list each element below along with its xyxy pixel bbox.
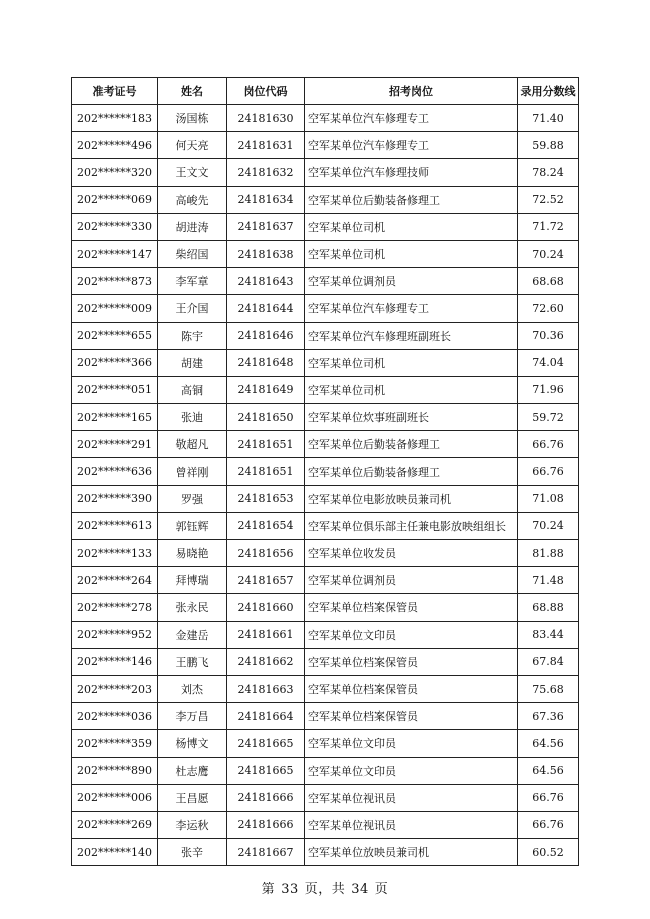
table-row xyxy=(72,757,579,784)
cell-position: 空军某单位文印员 xyxy=(305,621,518,648)
table-row xyxy=(72,703,579,730)
table-body xyxy=(72,105,579,866)
cell-position-code: 24181630 xyxy=(227,105,305,132)
table-row xyxy=(72,186,579,213)
cell-name: 杨博文 xyxy=(158,730,227,757)
cell-score: 78.24 xyxy=(518,159,579,186)
cell-score: 71.48 xyxy=(518,567,579,594)
cell-exam-id: 202******359 xyxy=(72,730,158,757)
cell-score: 64.56 xyxy=(518,757,579,784)
cell-score: 66.76 xyxy=(518,811,579,838)
cell-score: 70.24 xyxy=(518,512,579,539)
cell-position: 空军某单位俱乐部主任兼电影放映组组长 xyxy=(305,512,518,539)
cell-exam-id: 202******146 xyxy=(72,648,158,675)
cell-position: 空军某单位文印员 xyxy=(305,757,518,784)
cell-exam-id: 202******496 xyxy=(72,132,158,159)
cell-score: 67.84 xyxy=(518,648,579,675)
cell-score: 72.52 xyxy=(518,186,579,213)
cell-position-code: 24181661 xyxy=(227,621,305,648)
cell-exam-id: 202******069 xyxy=(72,186,158,213)
table-row xyxy=(72,675,579,702)
cell-score: 83.44 xyxy=(518,621,579,648)
table-row xyxy=(72,376,579,403)
cell-exam-id: 202******140 xyxy=(72,839,158,866)
cell-exam-id: 202******147 xyxy=(72,240,158,267)
cell-exam-id: 202******183 xyxy=(72,105,158,132)
cell-score: 71.40 xyxy=(518,105,579,132)
cell-position-code: 24181637 xyxy=(227,213,305,240)
cell-score: 81.88 xyxy=(518,540,579,567)
cell-position: 空军某单位档案保管员 xyxy=(305,703,518,730)
cell-position: 空军某单位汽车修理班副班长 xyxy=(305,322,518,349)
cell-name: 拜博瑞 xyxy=(158,567,227,594)
cell-position: 空军某单位放映员兼司机 xyxy=(305,839,518,866)
cell-position-code: 24181656 xyxy=(227,540,305,567)
cell-exam-id: 202******264 xyxy=(72,567,158,594)
cell-position: 空军某单位炊事班副班长 xyxy=(305,404,518,431)
table-row xyxy=(72,567,579,594)
table-row xyxy=(72,621,579,648)
table-row xyxy=(72,458,579,485)
cell-position: 空军某单位电影放映员兼司机 xyxy=(305,485,518,512)
cell-score: 59.88 xyxy=(518,132,579,159)
cell-score: 72.60 xyxy=(518,295,579,322)
cell-position: 空军某单位后勤装备修理工 xyxy=(305,431,518,458)
table-row xyxy=(72,811,579,838)
cell-position-code: 24181664 xyxy=(227,703,305,730)
cell-position-code: 24181644 xyxy=(227,295,305,322)
cell-exam-id: 202******636 xyxy=(72,458,158,485)
cell-position-code: 24181631 xyxy=(227,132,305,159)
cell-position: 空军某单位视讯员 xyxy=(305,784,518,811)
cell-name: 郭钰辉 xyxy=(158,512,227,539)
cell-score: 71.08 xyxy=(518,485,579,512)
cell-score: 71.72 xyxy=(518,213,579,240)
table-row xyxy=(72,322,579,349)
cell-name: 敬超凡 xyxy=(158,431,227,458)
cell-position-code: 24181648 xyxy=(227,349,305,376)
cell-position: 空军某单位收发员 xyxy=(305,540,518,567)
footer-total-pages: 34 xyxy=(351,882,369,897)
cell-position: 空军某单位汽车修理技师 xyxy=(305,159,518,186)
cell-position-code: 24181632 xyxy=(227,159,305,186)
table-row xyxy=(72,730,579,757)
cell-exam-id: 202******006 xyxy=(72,784,158,811)
cell-score: 67.36 xyxy=(518,703,579,730)
cell-name: 张迪 xyxy=(158,404,227,431)
table-row xyxy=(72,295,579,322)
cell-score: 74.04 xyxy=(518,349,579,376)
cell-score: 60.52 xyxy=(518,839,579,866)
cell-name: 金建岳 xyxy=(158,621,227,648)
header-position: 招考岗位 xyxy=(305,78,518,105)
table-row xyxy=(72,540,579,567)
cell-exam-id: 202******269 xyxy=(72,811,158,838)
cell-position-code: 24181646 xyxy=(227,322,305,349)
cell-position-code: 24181650 xyxy=(227,404,305,431)
cell-name: 王鹏飞 xyxy=(158,648,227,675)
footer-prefix: 第 xyxy=(261,882,276,897)
cell-position: 空军某单位后勤装备修理工 xyxy=(305,458,518,485)
cell-exam-id: 202******890 xyxy=(72,757,158,784)
cell-name: 胡建 xyxy=(158,349,227,376)
cell-name: 李军章 xyxy=(158,268,227,295)
cell-name: 陈宇 xyxy=(158,322,227,349)
cell-position: 空军某单位调剂员 xyxy=(305,567,518,594)
cell-position: 空军某单位司机 xyxy=(305,376,518,403)
cell-exam-id: 202******036 xyxy=(72,703,158,730)
cell-position-code: 24181654 xyxy=(227,512,305,539)
cell-score: 68.88 xyxy=(518,594,579,621)
cell-name: 易晓艳 xyxy=(158,540,227,567)
cell-position-code: 24181665 xyxy=(227,730,305,757)
cell-name: 曾祥刚 xyxy=(158,458,227,485)
header-exam-id: 准考证号 xyxy=(72,78,158,105)
table-row xyxy=(72,839,579,866)
cell-score: 68.68 xyxy=(518,268,579,295)
cell-position: 空军某单位视讯员 xyxy=(305,811,518,838)
cell-position: 空军某单位汽车修理专工 xyxy=(305,132,518,159)
cell-name: 王文文 xyxy=(158,159,227,186)
header-position-code: 岗位代码 xyxy=(227,78,305,105)
cell-exam-id: 202******278 xyxy=(72,594,158,621)
cell-position-code: 24181666 xyxy=(227,784,305,811)
table-row xyxy=(72,485,579,512)
cell-name: 王昌愿 xyxy=(158,784,227,811)
cell-position-code: 24181665 xyxy=(227,757,305,784)
cell-position-code: 24181649 xyxy=(227,376,305,403)
cell-position: 空军某单位档案保管员 xyxy=(305,594,518,621)
table-row xyxy=(72,404,579,431)
cell-position-code: 24181662 xyxy=(227,648,305,675)
table-row xyxy=(72,784,579,811)
cell-name: 李万昌 xyxy=(158,703,227,730)
cell-name: 何天亮 xyxy=(158,132,227,159)
header-score: 录用分数线 xyxy=(518,78,579,105)
cell-position: 空军某单位司机 xyxy=(305,240,518,267)
cell-score: 59.72 xyxy=(518,404,579,431)
cell-name: 李运秋 xyxy=(158,811,227,838)
cell-exam-id: 202******133 xyxy=(72,540,158,567)
table-row xyxy=(72,213,579,240)
cell-position-code: 24181634 xyxy=(227,186,305,213)
cell-exam-id: 202******320 xyxy=(72,159,158,186)
cell-score: 70.36 xyxy=(518,322,579,349)
header-name: 姓名 xyxy=(158,78,227,105)
cell-position: 空军某单位司机 xyxy=(305,349,518,376)
cell-name: 罗强 xyxy=(158,485,227,512)
cell-position: 空军某单位调剂员 xyxy=(305,268,518,295)
table-row xyxy=(72,349,579,376)
cell-position-code: 24181651 xyxy=(227,458,305,485)
table-row xyxy=(72,648,579,675)
cell-exam-id: 202******165 xyxy=(72,404,158,431)
cell-name: 张辛 xyxy=(158,839,227,866)
page-footer xyxy=(0,878,650,897)
cell-score: 71.96 xyxy=(518,376,579,403)
cell-position-code: 24181653 xyxy=(227,485,305,512)
cell-exam-id: 202******330 xyxy=(72,213,158,240)
cell-position: 空军某单位档案保管员 xyxy=(305,648,518,675)
cell-name: 刘杰 xyxy=(158,675,227,702)
cell-name: 柴绍国 xyxy=(158,240,227,267)
footer-suffix: 页 xyxy=(374,882,389,897)
results-table xyxy=(71,77,579,866)
footer-middle: 页，共 xyxy=(304,882,346,897)
cell-exam-id: 202******203 xyxy=(72,675,158,702)
cell-position: 空军某单位司机 xyxy=(305,213,518,240)
cell-exam-id: 202******009 xyxy=(72,295,158,322)
cell-position: 空军某单位档案保管员 xyxy=(305,675,518,702)
table-row xyxy=(72,512,579,539)
cell-position: 空军某单位文印员 xyxy=(305,730,518,757)
cell-exam-id: 202******873 xyxy=(72,268,158,295)
cell-position-code: 24181663 xyxy=(227,675,305,702)
cell-position-code: 24181667 xyxy=(227,839,305,866)
cell-name: 张永民 xyxy=(158,594,227,621)
cell-score: 66.76 xyxy=(518,458,579,485)
cell-name: 汤国栋 xyxy=(158,105,227,132)
cell-position: 空军某单位后勤装备修理工 xyxy=(305,186,518,213)
cell-position-code: 24181657 xyxy=(227,567,305,594)
cell-name: 胡进涛 xyxy=(158,213,227,240)
cell-exam-id: 202******366 xyxy=(72,349,158,376)
cell-exam-id: 202******613 xyxy=(72,512,158,539)
cell-position-code: 24181638 xyxy=(227,240,305,267)
cell-position: 空军某单位汽车修理专工 xyxy=(305,105,518,132)
cell-position: 空军某单位汽车修理专工 xyxy=(305,295,518,322)
cell-score: 75.68 xyxy=(518,675,579,702)
cell-name: 王介国 xyxy=(158,295,227,322)
cell-exam-id: 202******655 xyxy=(72,322,158,349)
cell-score: 66.76 xyxy=(518,784,579,811)
cell-exam-id: 202******051 xyxy=(72,376,158,403)
cell-exam-id: 202******291 xyxy=(72,431,158,458)
table-row xyxy=(72,431,579,458)
table-row xyxy=(72,105,579,132)
table-row xyxy=(72,132,579,159)
cell-exam-id: 202******390 xyxy=(72,485,158,512)
footer-page-number: 33 xyxy=(281,882,299,897)
cell-position-code: 24181666 xyxy=(227,811,305,838)
table-row xyxy=(72,159,579,186)
cell-name: 高峻先 xyxy=(158,186,227,213)
table-row xyxy=(72,240,579,267)
cell-position-code: 24181660 xyxy=(227,594,305,621)
cell-exam-id: 202******952 xyxy=(72,621,158,648)
table-header-row xyxy=(72,78,579,105)
cell-position-code: 24181643 xyxy=(227,268,305,295)
table-row xyxy=(72,268,579,295)
cell-score: 66.76 xyxy=(518,431,579,458)
cell-name: 高铜 xyxy=(158,376,227,403)
cell-score: 64.56 xyxy=(518,730,579,757)
cell-score: 70.24 xyxy=(518,240,579,267)
cell-position-code: 24181651 xyxy=(227,431,305,458)
cell-name: 杜志鹰 xyxy=(158,757,227,784)
table-row xyxy=(72,594,579,621)
